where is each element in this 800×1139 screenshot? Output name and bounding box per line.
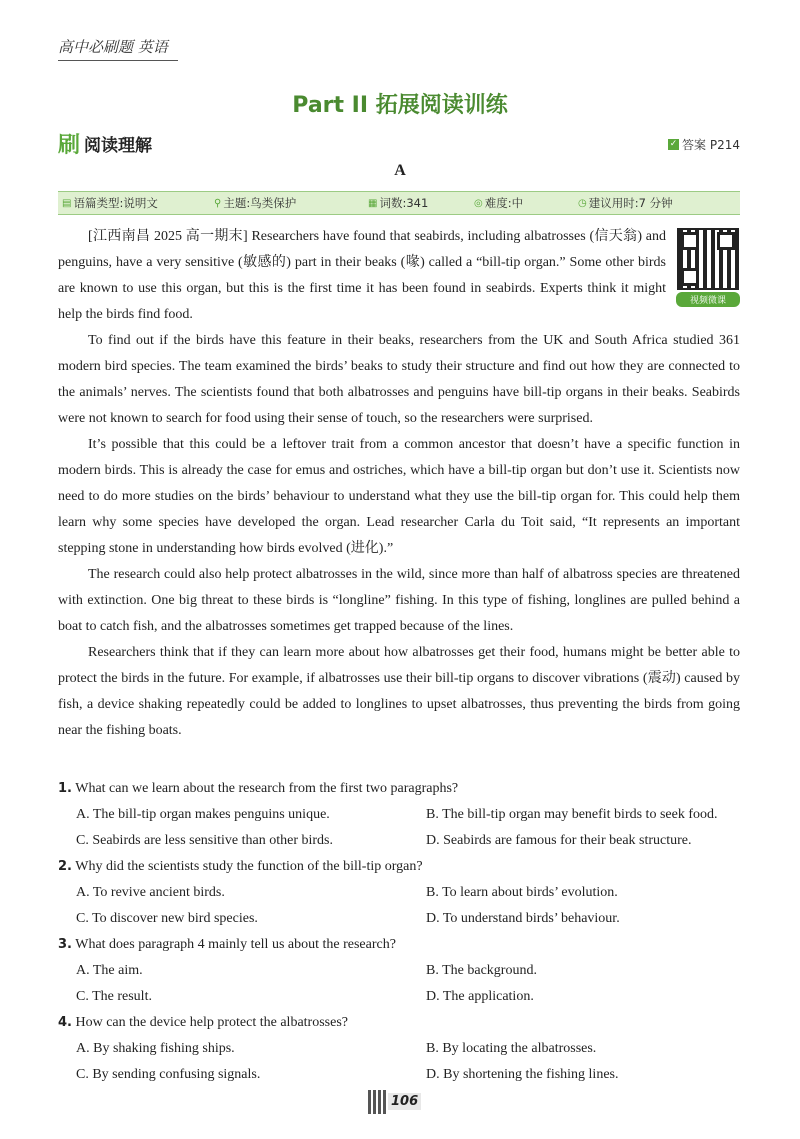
option-a[interactable]: A. To revive ancient birds. (76, 885, 225, 900)
option-c[interactable]: C. To discover new bird species. (76, 911, 258, 926)
question-stem: What can we learn about the research from the first two paragraphs? (75, 781, 459, 796)
option-d[interactable]: D. By shortening the fishing lines. (426, 1067, 619, 1082)
section-label: 阅读理解 (84, 136, 153, 156)
option-a[interactable]: A. By shaking fishing ships. (76, 1041, 235, 1056)
question-number: 3. (58, 937, 72, 952)
answer-reference (668, 136, 740, 153)
option-b[interactable]: B. The bill-tip organ may benefit birds to seek food. (426, 807, 718, 822)
question-number: 1. (58, 781, 72, 796)
answer-page: 答案 P214 (682, 138, 740, 152)
question-number: 2. (58, 859, 72, 874)
section-mark: 刷 (58, 133, 81, 158)
clock-icon: ◷ (578, 197, 587, 209)
option-c[interactable]: C. Seabirds are less sensitive than other birds. (76, 833, 334, 848)
search-icon: ⚲ (214, 197, 222, 209)
info-difficulty: ◎ 难度:中 (474, 196, 524, 210)
option-c[interactable]: C. The result. (76, 989, 152, 1004)
option-c[interactable]: C. By sending confusing signals. (76, 1067, 261, 1082)
info-time: ◷ 建议用时:7 分钟 (578, 196, 673, 210)
option-d[interactable]: D. The application. (426, 989, 534, 1004)
question-1 (58, 776, 748, 854)
paragraph-3: It’s possible that this could be a leftover trait from a common ancestor that doesn’t have a specific function in modern birds. This is already the case for emus and ostriches, which have a bill-tip organ but don’t use it. Scientists now need to do more studies on the birds’ behaviour to understand what they use the bill-tip organ for. This could help them learn why some species have developed the organ. Lead researcher Carla du Toit said, “It represents an important stepping stone in understanding how birds evolved (进化).” (58, 437, 740, 556)
info-words: ▦ 词数:341 (368, 196, 429, 210)
question-2 (58, 854, 748, 932)
info-type: ▤ 语篇类型:说明文 (62, 196, 158, 210)
option-b[interactable]: B. By locating the albatrosses. (426, 1041, 597, 1056)
question-list (58, 776, 748, 1088)
difficulty-icon: ◎ (474, 197, 483, 209)
question-3 (58, 932, 748, 1010)
paragraph-4: The research could also help protect albatrosses in the wild, since more than half of albatross species are threatened with extinction. One big threat to these birds is “longline” fishing. In this type of fishing, longlines are pulled behind a boat to catch fish, and the albatrosses sometimes get trapped because of the lines. (58, 567, 740, 634)
document-icon: ▤ (62, 197, 72, 209)
question-stem: How can the device help protect the albatrosses? (75, 1015, 348, 1030)
question-stem: Why did the scientists study the function of the bill-tip organ? (75, 859, 423, 874)
option-d[interactable]: D. To understand birds’ behaviour. (426, 911, 620, 926)
passage-body-continued (58, 328, 740, 744)
passage-body (58, 224, 740, 328)
paragraph-1: [江西南昌 2025 高一期末] Researchers have found that seabirds, including albatrosses (信天翁) and penguins, have a very sensitive (敏感的) part in their beaks (喙) called a “bill-tip organ.” Some other birds are known to use this organ, but this is the first time it has been found in seabirds. Experts think it might help the birds find food. (58, 229, 666, 322)
option-d[interactable]: D. Seabirds are famous for their beak structure. (426, 833, 692, 848)
option-b[interactable]: B. To learn about birds’ evolution. (426, 885, 618, 900)
option-a[interactable]: A. The aim. (76, 963, 143, 978)
book-title: 高中必刷题 英语 (58, 36, 178, 61)
option-b[interactable]: B. The background. (426, 963, 537, 978)
video-lesson-label: 视频微课 (676, 292, 740, 307)
question-4 (58, 1010, 748, 1088)
option-a[interactable]: A. The bill-tip organ makes penguins unique. (76, 807, 330, 822)
page-number-decoration (368, 1090, 386, 1114)
part-title: Part II 拓展阅读训练 (292, 93, 508, 118)
check-icon: ✓ (669, 139, 678, 149)
info-topic: ⚲ 主题:鸟类保护 (214, 196, 297, 210)
question-stem: What does paragraph 4 mainly tell us about the research? (75, 937, 396, 952)
word-count-icon: ▦ (368, 197, 378, 209)
question-number: 4. (58, 1015, 72, 1030)
page-number: 106 (388, 1093, 421, 1110)
section-heading (58, 128, 152, 159)
paragraph-2: To find out if the birds have this feature in their beaks, researchers from the UK and South Africa studied 361 modern bird species. The team examined the birds’ beaks to study their structure and find out how they are connected to the animals’ nerves. The scientists found that both albatrosses and penguins have bill-tip organs in their beaks. Seabirds were not known to search for food using their sense of touch, so the researchers were surprised. (58, 333, 740, 426)
paragraph-5: Researchers think that if they can learn more about how albatrosses get their food, humans might be better able to protect the birds in the future. For example, if albatrosses use their bill-tip organs to discover vibrations (震动) caused by fish, a device shaking repeatedly could be added to longlines to upset albatrosses, thus preventing the birds from going near the fishing boats. (58, 645, 740, 738)
passage-letter: A (394, 162, 406, 179)
passage-info-bar (58, 191, 740, 215)
